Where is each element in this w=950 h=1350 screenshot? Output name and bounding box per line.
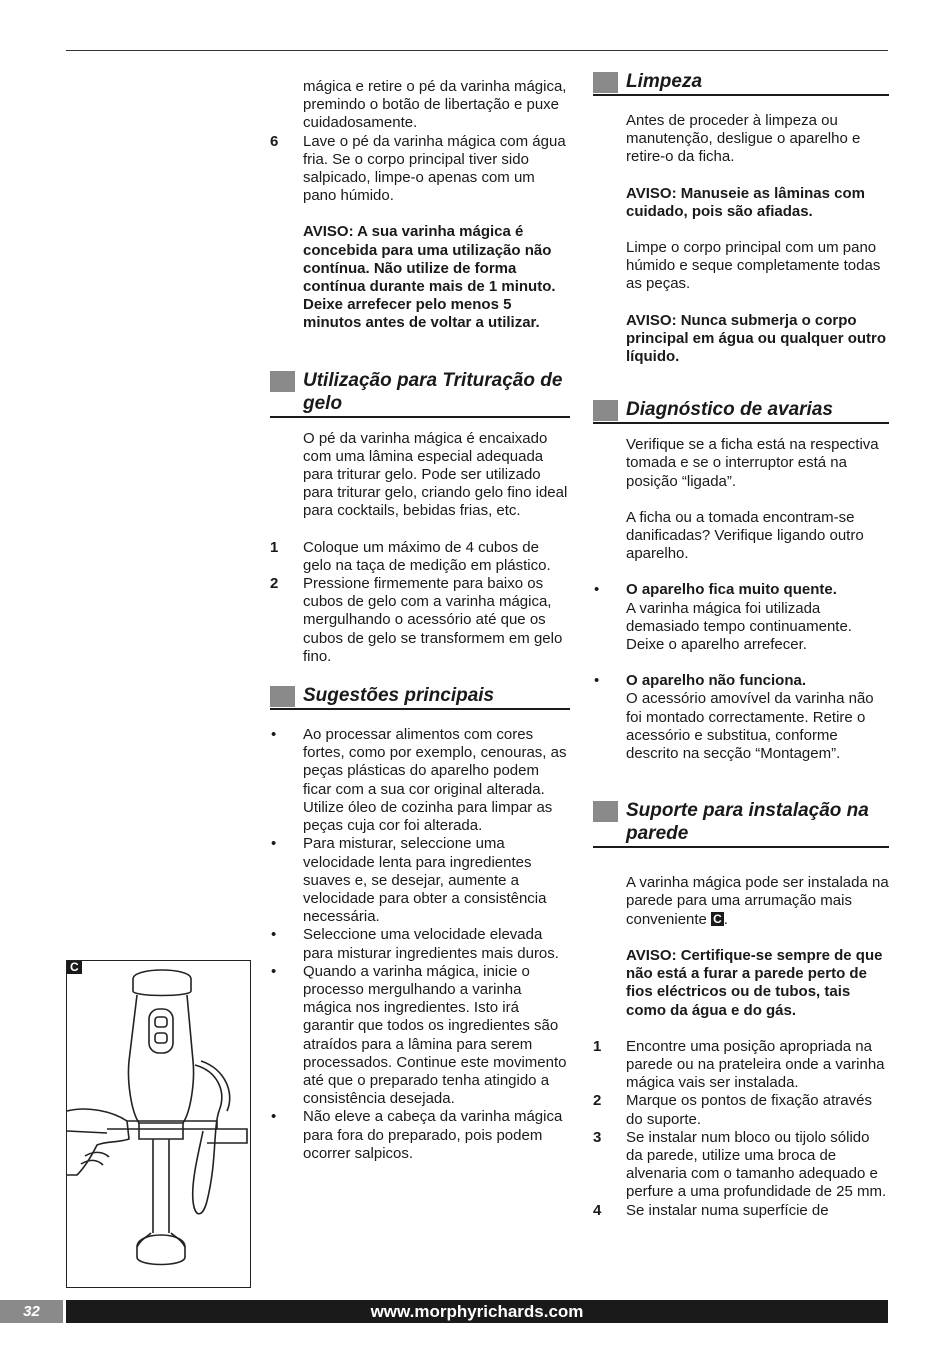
step-number: 2 xyxy=(593,1092,602,1110)
step-text: Marque os pontos de fixação através do suporte. xyxy=(626,1092,872,1128)
page-number: 32 xyxy=(0,1300,63,1323)
step-text: Encontre uma posição apropriada na parede ou na prateleira onde a varinha mágica vais ser instalada. xyxy=(626,1037,885,1092)
section-heading-wall-mount xyxy=(593,799,889,848)
tip-text: Para misturar, seleccione uma velocidade lenta para ingredientes suaves e, se desejar, aumente a velocidade para obter a consistência necessária. xyxy=(303,835,547,926)
bullet: • xyxy=(594,672,600,690)
list-item xyxy=(593,1038,889,1093)
step-text: Se instalar numa superfície de xyxy=(626,1201,829,1219)
top-rule xyxy=(66,50,888,51)
wall-intro xyxy=(593,874,889,929)
section-heading-troubleshooting xyxy=(593,398,889,424)
step-number: 2 xyxy=(270,575,279,593)
tips-list xyxy=(270,726,570,1163)
step-number: 3 xyxy=(593,1128,602,1146)
list-item xyxy=(270,539,570,575)
section-heading-ice xyxy=(270,369,570,418)
middle-column xyxy=(270,78,570,1181)
continued-text: mágica e retire o pé da varinha mágica, premindo o botão de libertação e puxe cuidadosamente. xyxy=(303,78,567,132)
bullet: • xyxy=(271,1108,277,1126)
warning-blades: AVISO: Manuseie as lâminas com cuidado, pois são afiadas. xyxy=(626,184,865,220)
list-item xyxy=(270,835,570,926)
list-item xyxy=(270,1108,570,1163)
list-item xyxy=(593,672,889,763)
list-item xyxy=(270,575,570,666)
step-text: Lave o pé da varinha mágica com água fria. Se o corpo principal tiver sido salpicado, limpe-o apenas com um pano húmido. xyxy=(303,132,566,205)
step-number: 4 xyxy=(593,1201,602,1219)
trouble-p1: Verifique se a ficha está na respectiva tomada e se o interruptor está na posição “ligada”. xyxy=(626,436,879,490)
figure-reference: C xyxy=(713,911,722,926)
ice-body: O pé da varinha mágica é encaixado com uma lâmina especial adequada para triturar gelo. Pode ser utilizado para triturar gelo, criando gelo fino ideal para cocktails, bebidas frias, etc. xyxy=(303,429,568,520)
heading-marker xyxy=(270,686,295,707)
heading-text: Diagnóstico de avarias xyxy=(626,399,833,421)
tip-text: Seleccione uma velocidade elevada para misturar ingredientes mais duros. xyxy=(303,926,559,962)
tip-text: Não eleve a cabeça da varinha mágica para fora do preparado, pois podem ocorrer salpicos. xyxy=(303,1108,563,1162)
list-item xyxy=(270,926,570,962)
problem-text: O acessório amovível da varinha não foi montado correctamente. Retire o acessório e substitua, conforme descrito na secção “Montagem”. xyxy=(626,690,874,763)
step-text: Coloque um máximo de 4 cubos de gelo na taça de medição em plástico. xyxy=(303,538,551,574)
list-item xyxy=(270,726,570,835)
wall-intro-end: . xyxy=(723,910,728,928)
warning-submerge: AVISO: Nunca submerja o corpo principal em água ou qualquer outro líquido. xyxy=(626,311,887,366)
bullet: • xyxy=(271,835,277,853)
ice-steps xyxy=(270,539,570,666)
wall-steps xyxy=(593,1038,889,1220)
heading-text: Utilização para Trituração de gelo xyxy=(303,369,563,414)
bullet: • xyxy=(594,581,600,599)
heading-marker xyxy=(270,371,295,392)
step-number: 1 xyxy=(593,1037,602,1055)
list-item xyxy=(593,1202,889,1220)
list-item xyxy=(593,1129,889,1202)
cleaning-intro: Antes de proceder à limpeza ou manutenção, desligue o aparelho e retire-o da ficha. xyxy=(626,112,861,166)
bullet: • xyxy=(271,926,277,944)
list-item xyxy=(593,581,889,654)
problem-title: O aparelho fica muito quente. xyxy=(626,581,837,599)
heading-marker xyxy=(593,400,618,421)
heading-text: Suporte para instalação na parede xyxy=(626,800,869,845)
list-item xyxy=(593,1092,889,1128)
step-number: 6 xyxy=(270,132,279,150)
step-6 xyxy=(270,133,570,206)
heading-text: Sugestões principais xyxy=(303,685,495,707)
section-heading-cleaning xyxy=(593,70,889,96)
warning-continuous-use: AVISO: A sua varinha mágica é concebida para uma utilização não contínua. Não utilize de forma contínua durante mais de 1 minuto. Deixe arrefecer pelo menos 5 minutos antes de voltar a utilizar. xyxy=(303,223,556,332)
wall-intro-text: A varinha mágica pode ser instalada na parede para uma arrumação mais conveniente xyxy=(626,874,889,928)
bullet: • xyxy=(271,962,277,980)
step-text: Pressione firmemente para baixo os cubos de gelo com a varinha mágica, mergulhando o acessório até que os cubos de gelo se transformem em gelo fino. xyxy=(303,575,563,665)
list-item xyxy=(270,963,570,1109)
tip-text: Quando a varinha mágica, inicie o processo mergulhando a varinha mágica nos ingredientes. Isto irá garantir que todos os ingredientes são atraídos para a lâmina para serem processados. Continue este movimento até que o preparado tenha atingido a consistência desejada. xyxy=(303,962,567,1108)
footer-website: www.morphyrichards.com xyxy=(66,1300,888,1323)
heading-marker xyxy=(593,801,618,822)
figure-c xyxy=(66,960,251,1288)
trouble-p2: A ficha ou a tomada encontram-se danificadas? Verifique ligando outro aparelho. xyxy=(626,508,864,563)
step-text: Se instalar num bloco ou tijolo sólido da parede, utilize uma broca de alvenaria com o tamanho adequado e perfure a uma profundidade de 25 mm. xyxy=(626,1128,887,1201)
bullet: • xyxy=(271,726,277,744)
right-column xyxy=(593,70,889,1220)
figure-label: C xyxy=(67,961,82,974)
hand-blender-illustration-icon xyxy=(67,961,250,1287)
heading-marker xyxy=(593,72,618,93)
step-number: 1 xyxy=(270,538,279,556)
problem-text: A varinha mágica foi utilizada demasiado tempo continuamente. Deixe o aparelho arrefecer. xyxy=(626,599,852,654)
heading-text: Limpeza xyxy=(626,71,703,92)
problem-title: O aparelho não funciona. xyxy=(626,672,807,690)
tip-text: Ao processar alimentos com cores fortes, como por exemplo, cenouras, as peças plásticas do aparelho podem ficar com a sua cor original alterada. Utilize óleo de cozinha para limpar as peças cuja cor foi alterada. xyxy=(303,726,567,835)
section-heading-tips xyxy=(270,684,570,710)
cleaning-body: Limpe o corpo principal com um pano húmido e seque completamente todas as peças. xyxy=(626,239,881,293)
warning-drilling: AVISO: Certifique-se sempre de que não está a furar a parede perto de fios eléctricos ou de tubos, tais como da água e do gás. xyxy=(626,946,883,1019)
